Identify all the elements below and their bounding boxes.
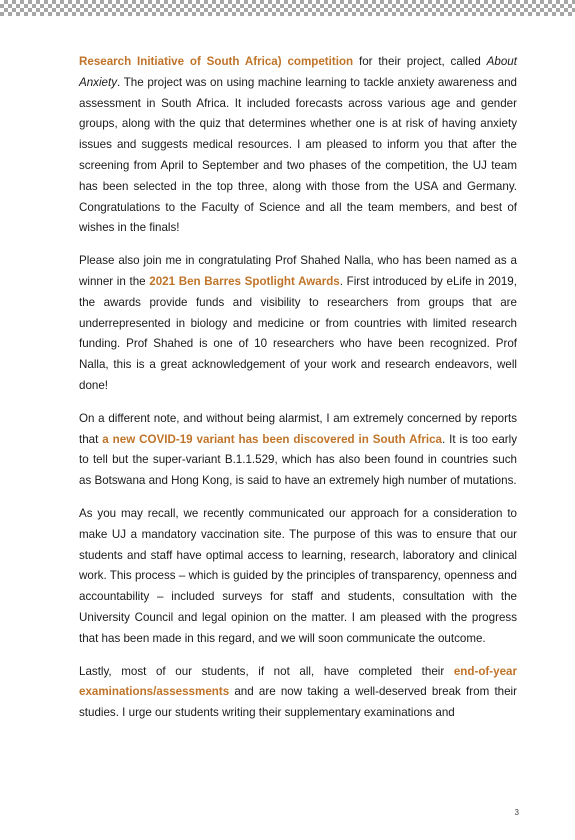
paragraph-covid: On a different note, and without being alarmist, I am extremely concerned by reports that a new COVID-19 variant has been discovered in South Africa. It is too early to tell but the super-variant B.1.1.529, which has also been found in countries such as Botswana and Hong Kong, is said to have an extremely high number of mutations.	[79, 411, 518, 488]
competition-highlight: Research Initiative of South Africa) competition	[79, 55, 354, 68]
covid-variant-link[interactable]: a new COVID-19 variant has been discovered in South Africa	[102, 432, 442, 446]
award-link[interactable]: 2021 Ben Barres Spotlight Awards	[149, 274, 340, 288]
exams-link[interactable]: end-of-year examinations/assessments	[79, 664, 517, 699]
paragraph-competition: Research Initiative of South Africa) competition for their project, called About Anxiety. The project was on using machine learning to tackle anxiety awareness and assessment in South Africa. It included forecasts across various age and gender groups, along with the quiz that determines whether one is at risk of having anxiety issues and suggests medical resources. I am pleased to inform you that after the screening from April to September and two phases of the competition, the UJ team has been selected in the top three, along with those from the USA and Germany. Congratulations to the Faculty of Science and all the team members, and best of wishes in the finals!	[79, 55, 517, 235]
header-pattern-band	[0, 0, 575, 16]
document-body	[79, 52, 517, 736]
paragraph-vaccination: As you may recall, we recently communicated our approach for a consideration to make UJ a mandatory vaccination site. The purpose of this was to ensure that our students and staff have optimal access to learning, research, laboratory and clinical work. This process – which is guided by the principles of transparency, openness and accountability – included surveys for staff and students, consultation with the University Council and legal opinion on the matter. I am pleased with the progress that has been made in this regard, and we will soon communicate the outcome.	[79, 506, 517, 645]
page-number: 3	[514, 808, 519, 817]
project-title: About Anxiety	[79, 55, 517, 89]
paragraph-exams: Lastly, most of our students, if not all, have completed their end-of-year examinations/assessments and are now taking a well-deserved break from their studies. I urge our students writing their supplementary examinations and	[79, 664, 517, 720]
paragraph-award: Please also join me in congratulating Prof Shahed Nalla, who has been named as a winner in the 2021 Ben Barres Spotlight Awards. First introduced by eLife in 2019, the awards provide funds and visibility to researchers from groups that are underrepresented in biology and medicine or from countries with limited research funding. Prof Shahed is one of 10 researchers who have been recognized. Prof Nalla, this is a great acknowledgement of your work and research endeavors, well done!	[79, 254, 517, 392]
